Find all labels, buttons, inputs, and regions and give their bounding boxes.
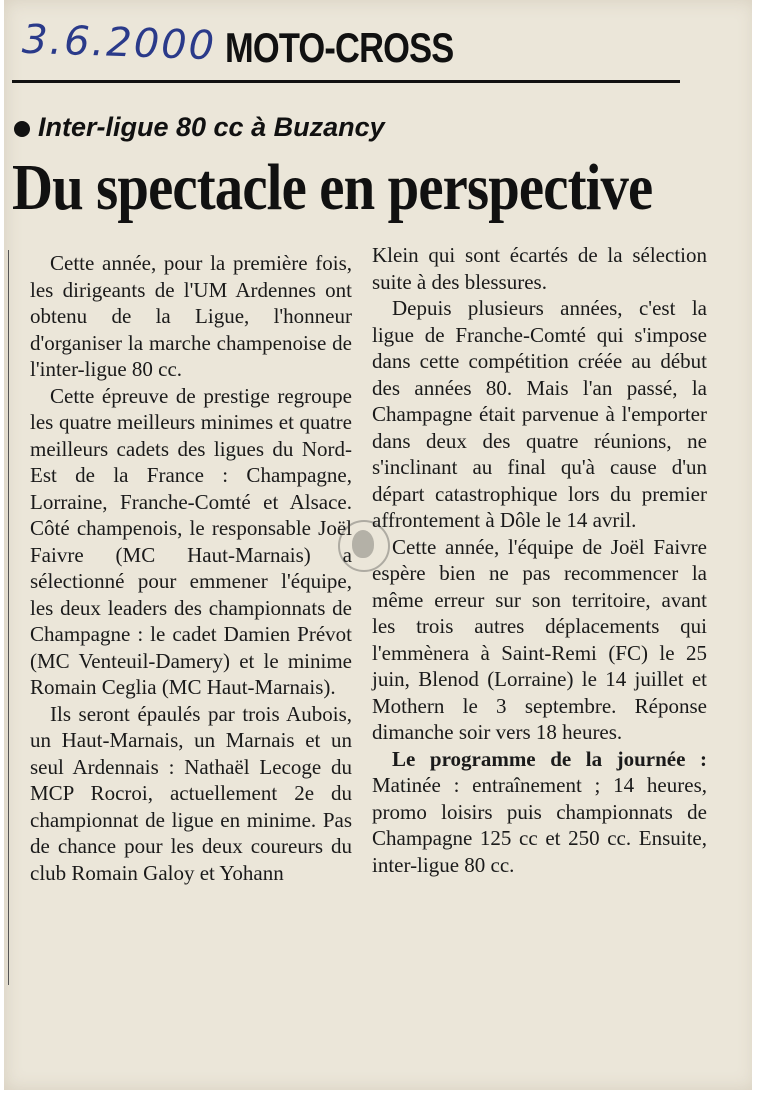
bullet-icon (14, 121, 30, 137)
paragraph: Cette épreuve de prestige regroupe les quatre meilleurs minimes et quatre meilleurs cadets des ligues du Nord-Est de la France : Champagne, Lorraine, Franche-Comté et Alsace. Côté champenois, le responsable Joël Faivre (MC Haut-Marnais) a sélectionné pour emmener l'équipe, les deux leaders des championnats de Champagne : le cadet Damien Prévot (MC Venteuil-Damery) et le minime Romain Ceglia (MC Haut-Marnais). (30, 383, 352, 699)
article-column-1 (30, 250, 352, 886)
handwritten-date: 3.6.2000 (21, 16, 217, 70)
paragraph-continuation: Klein qui sont écartés de la sélection suite à des blessures. (372, 243, 707, 294)
kicker (14, 112, 385, 143)
paragraph: Ils seront épaulés par trois Aubois, un Haut-Marnais, un Marnais et un seul Ardennais : Nathaël Lecoge du MCP Rocroi, actuellement 2e du championnat de ligue en minime. Pas de chance pour les deux coureurs du club Romain Galoy et Yohann (30, 701, 352, 885)
kicker-text: Inter-ligue 80 cc à Buzancy (38, 112, 385, 142)
section-rubric: MOTO-CROSS (225, 24, 454, 71)
paragraph: Cette année, l'équipe de Joël Faivre espère bien ne pas recommencer la même erreur sur son territoire, avant les trois autres déplacements qui l'emmènera à Saint-Remi (FC) le 25 juin, Blenod (Lorraine) le 14 juillet et Mothern le 3 septembre. Réponse dimanche soir vers 18 heures. (372, 534, 707, 744)
programme-label: Le programme de la journée : (392, 746, 707, 771)
rubric-rule (12, 80, 680, 83)
article-column-2 (372, 242, 707, 878)
programme-paragraph (372, 746, 707, 879)
programme-text: Matinée : entraînement ; 14 heures, promo loisirs puis championnats de Champagne 125 cc et 250 cc. Ensuite, inter-ligue 80 cc. (372, 773, 707, 877)
headline: Du spectacle en perspective (12, 151, 653, 224)
paragraph: Depuis plusieurs années, c'est la ligue de Franche-Comté qui s'impose dans cette compétition créée au début des années 80. Mais l'an passé, la Champagne était parvenue à l'emporter dans deux des quatre réunions, ne s'inclinant au final qu'à cause d'un départ catastrophique lors du premier affrontement à Dôle le 14 avril. (372, 296, 707, 532)
page-margin (752, 0, 764, 1093)
paragraph: Cette année, pour la première fois, les dirigeants de l'UM Ardennes ont obtenu de la Ligue, l'honneur d'organiser la marche champenoise de l'inter-ligue 80 cc. (30, 251, 352, 381)
column-rule (8, 250, 9, 985)
